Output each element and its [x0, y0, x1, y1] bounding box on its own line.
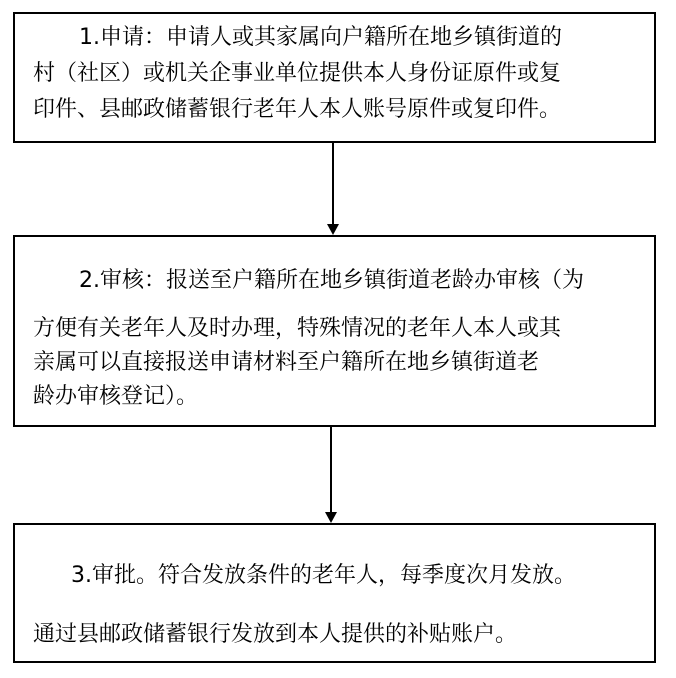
step-apply-line-1: 1.申请：申请人或其家属向户籍所在地乡镇街道的: [79, 25, 562, 50]
step-review-line-1: 2.审核：报送至户籍所在地乡镇街道老龄办审核（为: [79, 268, 584, 293]
step-apply-line-2: 村（社区）或机关企事业单位提供本人身份证原件或复: [33, 61, 562, 86]
step-review-box: [13, 235, 656, 427]
step-apply-line-3: 印件、县邮政储蓄银行老年人本人账号原件或复印件。: [33, 97, 562, 122]
step-approve-line-2: 通过县邮政储蓄银行发放到本人提供的补贴账户。: [33, 622, 518, 647]
step-apply-box: [13, 12, 656, 143]
step-approve-box: [13, 523, 656, 663]
step-review-line-2: 方便有关老年人及时办理，特殊情况的老年人本人或其: [33, 316, 562, 341]
step-review-line-4: 龄办审核登记）。: [33, 384, 199, 409]
step-review-line-3: 亲属可以直接报送申请材料至户籍所在地乡镇街道老: [33, 350, 540, 375]
step-approve-line-1: 3.审批。符合发放条件的老年人，每季度次月发放。: [71, 563, 576, 588]
